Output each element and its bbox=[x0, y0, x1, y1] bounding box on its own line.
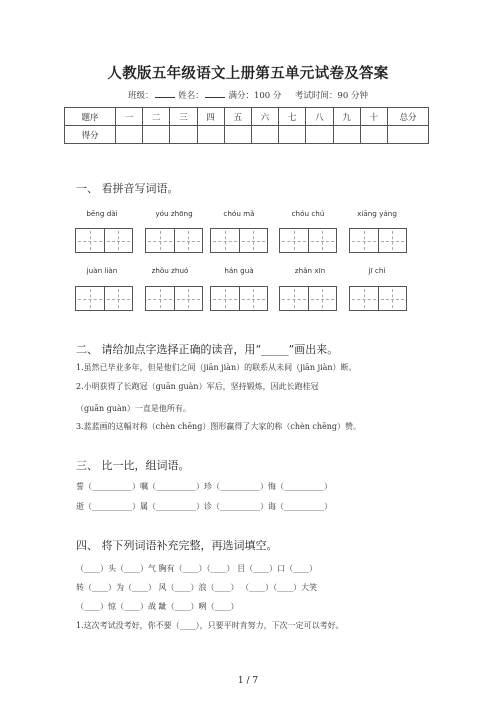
table-cell: 一 bbox=[116, 108, 143, 126]
question-line: 3.蓝蓝画的这幅对称（chèn chēng）图形赢得了大家的称（chèn chēng）赞。 bbox=[76, 422, 362, 431]
name-label: 姓名： bbox=[178, 91, 204, 101]
pinyin-label: yóu zhōng bbox=[155, 209, 193, 218]
score-input-cell[interactable] bbox=[306, 126, 333, 144]
question-line: 逝（__________）属（__________）诊（__________）诲（__________） bbox=[76, 502, 332, 511]
score-table-score-row bbox=[65, 126, 429, 144]
section1-heading: 一、 看拼音写词语。 bbox=[76, 182, 179, 195]
writing-grid[interactable] bbox=[145, 286, 203, 311]
name-blank bbox=[205, 89, 225, 98]
exam-info-line bbox=[0, 89, 496, 101]
table-cell: 得分 bbox=[65, 126, 116, 144]
table-cell: 六 bbox=[251, 108, 278, 126]
table-cell: 十 bbox=[360, 108, 387, 126]
pinyin-label: chóu mǎ bbox=[223, 209, 255, 218]
class-label: 班级： bbox=[128, 91, 154, 101]
table-cell: 九 bbox=[333, 108, 360, 126]
table-cell: 三 bbox=[170, 108, 197, 126]
score-input-cell[interactable] bbox=[170, 126, 197, 144]
score-input-cell[interactable] bbox=[224, 126, 251, 144]
table-cell: 七 bbox=[279, 108, 306, 126]
pinyin-label: zhǒu zhuó bbox=[151, 266, 189, 275]
score-table-header-row bbox=[65, 108, 429, 126]
pinyin-label: zhǎn xīn bbox=[294, 266, 326, 275]
writing-grid[interactable] bbox=[279, 228, 337, 253]
question-line: （guān guàn）一直是他所有。 bbox=[76, 404, 191, 413]
question-line: 1.这次考试没考好，你不要（____），只要平时肯努力，下次一定可以考好。 bbox=[76, 621, 344, 630]
table-cell: 二 bbox=[143, 108, 170, 126]
writing-grid[interactable] bbox=[75, 286, 133, 311]
score-input-cell[interactable] bbox=[116, 126, 143, 144]
pinyin-label: bēng dài bbox=[86, 209, 118, 218]
full-score: 满分：100 分 bbox=[228, 91, 282, 101]
writing-grid[interactable] bbox=[145, 228, 203, 253]
score-input-cell[interactable] bbox=[197, 126, 224, 144]
question-line: 1.虽然已毕业多年，但是他们之间（jiān jiàn）的联系从未间（jiān jiàn）断。 bbox=[76, 363, 357, 372]
question-line: （____）惊（____）战 龇（____）咧（____） bbox=[76, 602, 239, 611]
table-cell: 四 bbox=[197, 108, 224, 126]
table-cell: 总分 bbox=[388, 108, 429, 126]
writing-grid[interactable] bbox=[349, 286, 407, 311]
table-cell: 五 bbox=[224, 108, 251, 126]
table-cell: 八 bbox=[306, 108, 333, 126]
pinyin-label: jī chí bbox=[368, 266, 386, 275]
class-blank bbox=[155, 89, 175, 98]
score-input-cell[interactable] bbox=[279, 126, 306, 144]
pinyin-label: chóu chú bbox=[291, 209, 325, 218]
score-input-cell[interactable] bbox=[251, 126, 278, 144]
section2-heading: 二、 请给加点字选择正确的读音，用“_____”画出来。 bbox=[76, 343, 339, 356]
page-title: 人教版五年级语文上册第五单元试卷及答案 bbox=[107, 65, 389, 82]
question-line: 2.小明获得了长跑冠（guān guàn）军后，坚持锻炼，因此长跑桂冠 bbox=[76, 382, 319, 391]
exam-time: 考试时间：90 分钟 bbox=[294, 91, 368, 101]
writing-grid[interactable] bbox=[349, 228, 407, 253]
writing-grid[interactable] bbox=[279, 286, 337, 311]
score-input-cell[interactable] bbox=[388, 126, 429, 144]
score-input-cell[interactable] bbox=[143, 126, 170, 144]
writing-grid[interactable] bbox=[210, 228, 268, 253]
score-table bbox=[64, 107, 429, 144]
question-line: （____）头（____）气 胸有（____）（____） 目（____）口（____） bbox=[76, 564, 318, 573]
pinyin-label: juàn liàn bbox=[86, 266, 118, 275]
score-input-cell[interactable] bbox=[333, 126, 360, 144]
question-line: 转（____）为（____） 风（____）浪（____） （____）（____）大笑 bbox=[76, 583, 318, 592]
score-input-cell[interactable] bbox=[360, 126, 387, 144]
question-line: 誓（__________）嘱（__________）珍（__________）悔（__________） bbox=[76, 482, 332, 491]
section4-heading: 四、 将下列词语补充完整，再选词填空。 bbox=[76, 539, 278, 552]
table-cell: 题序 bbox=[65, 108, 116, 126]
writing-grid[interactable] bbox=[75, 228, 133, 253]
page-number: 1 / 7 bbox=[237, 676, 259, 686]
section3-heading: 三、 比一比，组词语。 bbox=[76, 459, 190, 472]
pinyin-label: xiāng yáng bbox=[357, 209, 397, 218]
pinyin-label: hán guà bbox=[224, 266, 254, 275]
writing-grid[interactable] bbox=[210, 286, 268, 311]
